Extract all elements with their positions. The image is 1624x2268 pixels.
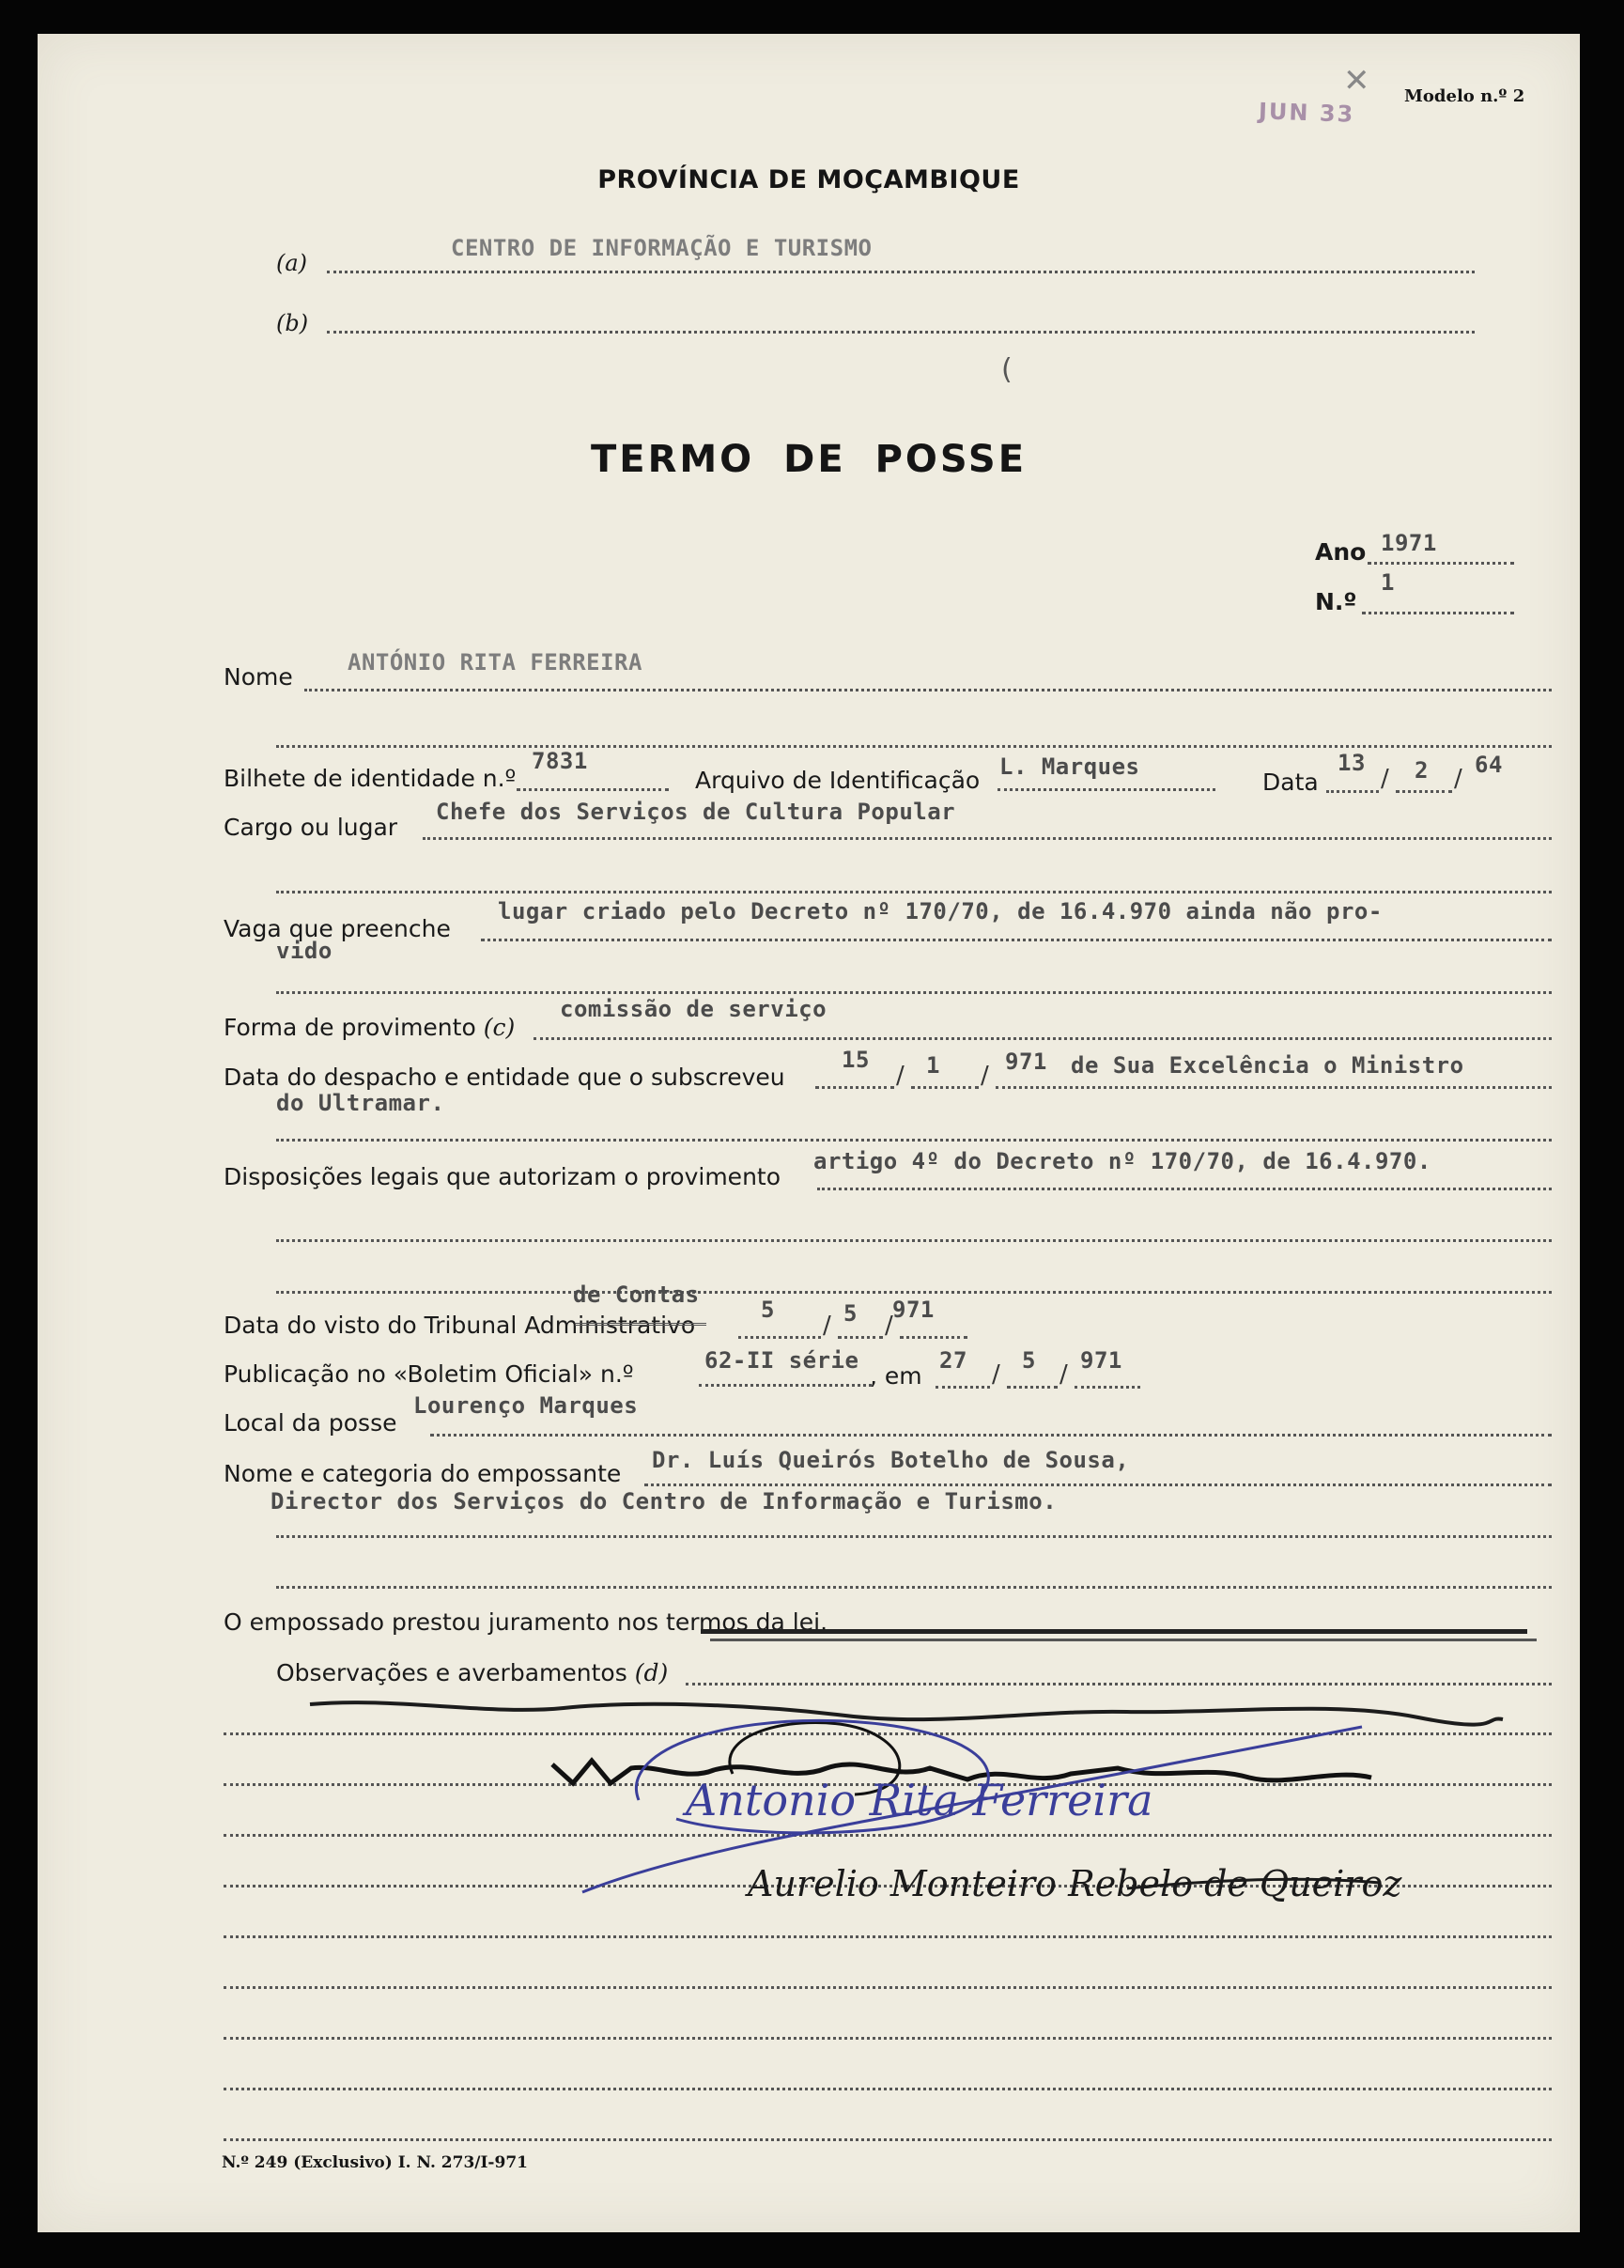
data-day: 13	[1338, 750, 1366, 776]
arquivo-value: L. Marques	[999, 753, 1140, 780]
publicacao-em: , em	[870, 1362, 922, 1390]
signature-empossado: Antonio Rita Ferreira	[686, 1775, 1153, 1825]
vaga-value-1: lugar criado pelo Decreto nº 170/70, de 16.4.970 ainda não pro-	[498, 898, 1383, 924]
observacoes-label: Observações e averbamentos (d)	[276, 1659, 669, 1686]
arquivo-label: Arquivo de Identificação	[695, 767, 981, 794]
numero-label: N.º	[1315, 588, 1357, 615]
date-separator: /	[1454, 765, 1462, 793]
received-stamp: JUN 33	[1258, 98, 1355, 128]
despacho-entity: de Sua Excelência o Ministro	[1071, 1052, 1464, 1079]
signatures-drawing	[38, 34, 1580, 2232]
cargo-label: Cargo ou lugar	[224, 814, 398, 841]
publicacao-label: Publicação no «Boletim Oficial» n.º	[224, 1360, 634, 1388]
visto-correction: de Contas	[573, 1282, 700, 1308]
vaga-label: Vaga que preenche	[224, 915, 451, 942]
publicacao-year: 971	[1080, 1347, 1122, 1374]
forma-label: Forma de provimento (c)	[224, 1014, 516, 1041]
data-label: Data	[1262, 769, 1319, 796]
cancel-scribble	[310, 1702, 1503, 1725]
numero-value: 1	[1381, 569, 1395, 596]
bilhete-label: Bilhete de identidade n.º	[224, 765, 517, 792]
publicacao-day: 27	[939, 1347, 967, 1374]
data-month: 2	[1415, 757, 1429, 784]
despacho-month: 1	[926, 1052, 940, 1079]
field-b-label: (b)	[276, 310, 309, 336]
footer-print-note: N.º 249 (Exclusivo) I. N. 273/I-971	[222, 2153, 528, 2172]
despacho-entity-2: do Ultramar.	[276, 1090, 445, 1116]
publicacao-month: 5	[1022, 1347, 1036, 1374]
field-a-value: CENTRO DE INFORMAÇÃO E TURISMO	[451, 235, 873, 261]
empossante-label: Nome e categoria do empossante	[224, 1460, 622, 1487]
data-year: 64	[1475, 752, 1503, 778]
document-title: TERMO DE POSSE	[590, 438, 1028, 481]
date-separator: /	[1059, 1360, 1068, 1389]
despacho-label: Data do despacho e entidade que o subscreveu	[224, 1064, 785, 1091]
visto-month: 5	[843, 1300, 858, 1327]
vaga-value-2: vido	[276, 938, 333, 964]
date-separator: /	[1381, 765, 1389, 793]
ano-value: 1971	[1381, 530, 1437, 556]
despacho-year: 971	[1005, 1049, 1047, 1075]
visto-year: 971	[892, 1297, 935, 1323]
document-page	[38, 34, 1580, 2232]
juramento-statement: O empossado prestou juramento nos termos da lei.	[224, 1608, 828, 1636]
disposicoes-label: Disposições legais que autorizam o provimento	[224, 1163, 781, 1190]
despacho-day: 15	[842, 1047, 870, 1073]
local-value: Lourenço Marques	[413, 1392, 639, 1419]
date-separator: /	[992, 1360, 1000, 1389]
cargo-value: Chefe dos Serviços de Cultura Popular	[436, 799, 956, 825]
date-separator: /	[896, 1062, 905, 1090]
local-label: Local da posse	[224, 1409, 397, 1437]
visto-label: Data do visto do Tribunal Administrativo	[224, 1312, 696, 1339]
signature-witness: Aurelio Monteiro Rebelo de Queiroz	[748, 1863, 1402, 1904]
publicacao-value: 62-II série	[704, 1347, 859, 1374]
empossante-value-2: Director dos Serviços do Centro de Informação e Turismo.	[271, 1488, 1058, 1515]
forma-value: comissão de serviço	[560, 996, 827, 1022]
model-number: Modelo n.º 2	[1404, 86, 1525, 106]
pencil-mark: (	[1001, 353, 1013, 386]
disposicoes-value: artigo 4º do Decreto nº 170/70, de 16.4.970.	[813, 1148, 1431, 1174]
date-separator: /	[823, 1312, 831, 1340]
date-separator: /	[981, 1062, 989, 1090]
visto-day: 5	[761, 1297, 775, 1323]
ano-label: Ano	[1315, 538, 1367, 566]
check-mark: ✕	[1343, 62, 1370, 100]
date-separator: /	[885, 1312, 893, 1340]
province-heading: PROVÍNCIA DE MOÇAMBIQUE	[597, 165, 1020, 194]
bilhete-value: 7831	[532, 748, 588, 774]
nome-label: Nome	[224, 663, 293, 691]
field-a-label: (a)	[276, 250, 308, 276]
empossante-value-1: Dr. Luís Queirós Botelho de Sousa,	[652, 1447, 1130, 1473]
nome-value: ANTÓNIO RITA FERREIRA	[348, 649, 642, 676]
